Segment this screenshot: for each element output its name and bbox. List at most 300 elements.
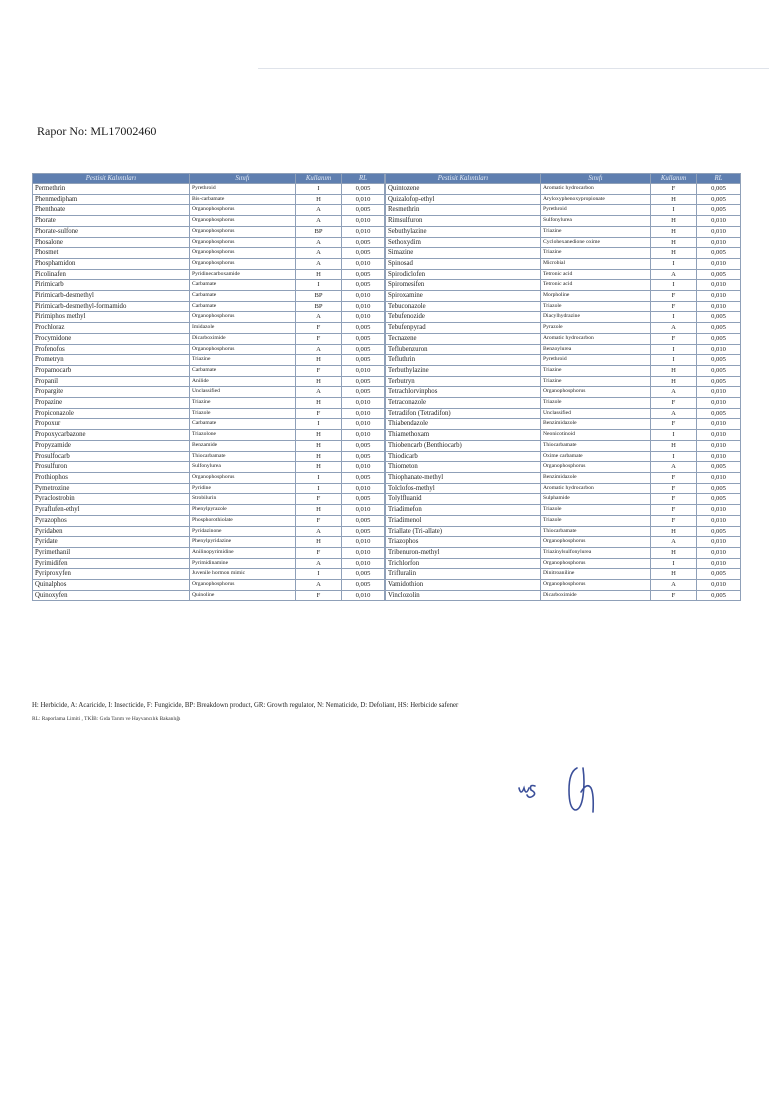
- cell-usage: A: [651, 462, 697, 473]
- cell-pesticide: Thiodicarb: [386, 451, 541, 462]
- cell-rl: 0,005: [342, 387, 385, 398]
- cell-pesticide: Picolinafen: [33, 269, 190, 280]
- cell-class: Triazine: [190, 355, 296, 366]
- cell-usage: A: [296, 237, 342, 248]
- cell-rl: 0,005: [342, 440, 385, 451]
- cell-rl: 0,005: [342, 355, 385, 366]
- top-rule: [258, 68, 769, 69]
- cell-pesticide: Pirimicarb: [33, 280, 190, 291]
- cell-rl: 0,005: [342, 580, 385, 591]
- cell-pesticide: Propanil: [33, 376, 190, 387]
- cell-class: Organophosphorus: [541, 462, 651, 473]
- cell-rl: 0,005: [697, 184, 741, 195]
- cell-rl: 0,005: [342, 569, 385, 580]
- table-row: [33, 430, 385, 441]
- cell-class: Aromatic hydrocarbon: [541, 333, 651, 344]
- cell-rl: 0,005: [697, 323, 741, 334]
- cell-usage: F: [651, 301, 697, 312]
- table-row: [33, 323, 385, 334]
- cell-class: Imidazole: [190, 323, 296, 334]
- cell-rl: 0,010: [342, 226, 385, 237]
- cell-class: Strobilurin: [190, 494, 296, 505]
- cell-usage: A: [651, 408, 697, 419]
- table-row: [386, 387, 741, 398]
- cell-rl: 0,005: [697, 590, 741, 601]
- cell-class: Triazine: [190, 398, 296, 409]
- cell-pesticide: Phenthoate: [33, 205, 190, 216]
- header-usage: Kullanım: [296, 174, 342, 184]
- cell-rl: 0,010: [697, 344, 741, 355]
- cell-rl: 0,005: [342, 515, 385, 526]
- cell-pesticide: Thiometon: [386, 462, 541, 473]
- header-class: Sınıfı: [190, 174, 296, 184]
- cell-class: Triazine: [541, 365, 651, 376]
- cell-usage: A: [296, 205, 342, 216]
- table-row: [33, 376, 385, 387]
- table-row: [386, 376, 741, 387]
- cell-class: Thiocarbamate: [541, 440, 651, 451]
- cell-usage: I: [296, 569, 342, 580]
- cell-usage: H: [296, 355, 342, 366]
- table-row: [33, 365, 385, 376]
- cell-usage: I: [651, 430, 697, 441]
- cell-usage: H: [651, 237, 697, 248]
- cell-usage: H: [651, 365, 697, 376]
- cell-class: Organophosphorus: [190, 472, 296, 483]
- cell-class: Organophosphorus: [541, 537, 651, 548]
- cell-pesticide: Pirimiphos methyl: [33, 312, 190, 323]
- cell-pesticide: Phosalone: [33, 237, 190, 248]
- cell-pesticide: Triadimefon: [386, 505, 541, 516]
- table-row: [386, 312, 741, 323]
- table-row: [386, 355, 741, 366]
- table-row: [386, 237, 741, 248]
- cell-rl: 0,005: [697, 333, 741, 344]
- cell-usage: A: [651, 580, 697, 591]
- table-row: [33, 580, 385, 591]
- table-row: [33, 333, 385, 344]
- cell-pesticide: Pyrimethanil: [33, 547, 190, 558]
- cell-rl: 0,005: [342, 494, 385, 505]
- header-usage: Kullanım: [651, 174, 697, 184]
- cell-pesticide: Triazophos: [386, 537, 541, 548]
- table-row: [33, 280, 385, 291]
- cell-usage: I: [296, 472, 342, 483]
- table-row: [386, 590, 741, 601]
- table-row: [386, 258, 741, 269]
- cell-pesticide: Tebufenpyrad: [386, 323, 541, 334]
- cell-pesticide: Trichlorfon: [386, 558, 541, 569]
- cell-usage: F: [296, 408, 342, 419]
- cell-rl: 0,010: [697, 451, 741, 462]
- cell-pesticide: Pyriproxyfen: [33, 569, 190, 580]
- cell-class: Diacylhydrazine: [541, 312, 651, 323]
- cell-rl: 0,005: [342, 184, 385, 195]
- cell-rl: 0,010: [342, 537, 385, 548]
- table-row: [386, 483, 741, 494]
- cell-rl: 0,010: [342, 547, 385, 558]
- cell-rl: 0,010: [697, 440, 741, 451]
- cell-usage: I: [296, 419, 342, 430]
- table-row: [33, 440, 385, 451]
- cell-class: Pyridine: [190, 483, 296, 494]
- table-row: [386, 205, 741, 216]
- table-row: [386, 398, 741, 409]
- cell-usage: H: [296, 194, 342, 205]
- cell-pesticide: Tribenuron-methyl: [386, 547, 541, 558]
- table-row: [33, 505, 385, 516]
- cell-rl: 0,010: [697, 505, 741, 516]
- cell-class: Phenylpyrazole: [190, 505, 296, 516]
- cell-usage: BP: [296, 226, 342, 237]
- cell-pesticide: Pyridaben: [33, 526, 190, 537]
- cell-rl: 0,005: [697, 462, 741, 473]
- cell-usage: A: [651, 537, 697, 548]
- cell-class: Organophosphorus: [190, 216, 296, 227]
- cell-class: Anilide: [190, 376, 296, 387]
- cell-pesticide: Tecnazene: [386, 333, 541, 344]
- table-row: [33, 291, 385, 302]
- table-row: [33, 355, 385, 366]
- cell-usage: H: [296, 451, 342, 462]
- cell-usage: I: [651, 558, 697, 569]
- pesticide-table-left: [32, 173, 385, 601]
- cell-class: Pyrimidinamine: [190, 558, 296, 569]
- table-row: [33, 248, 385, 259]
- cell-class: Triazinylsulfonylurea: [541, 547, 651, 558]
- cell-pesticide: Pirimicarb-desmethyl: [33, 291, 190, 302]
- cell-usage: I: [651, 355, 697, 366]
- cell-rl: 0,010: [697, 226, 741, 237]
- cell-rl: 0,005: [342, 269, 385, 280]
- cell-usage: H: [296, 430, 342, 441]
- cell-pesticide: Pyrimidifen: [33, 558, 190, 569]
- cell-usage: H: [651, 226, 697, 237]
- table-row: [33, 194, 385, 205]
- cell-rl: 0,010: [697, 419, 741, 430]
- cell-class: Tetronic acid: [541, 280, 651, 291]
- table-row: [386, 537, 741, 548]
- cell-class: Neonicotinoid: [541, 430, 651, 441]
- cell-usage: H: [296, 462, 342, 473]
- cell-pesticide: Terbutryn: [386, 376, 541, 387]
- cell-pesticide: Pyridate: [33, 537, 190, 548]
- cell-rl: 0,010: [697, 237, 741, 248]
- table-row: [33, 494, 385, 505]
- cell-class: Organophosphorus: [190, 248, 296, 259]
- cell-rl: 0,010: [342, 194, 385, 205]
- cell-rl: 0,005: [697, 312, 741, 323]
- cell-class: Organophosphorus: [190, 205, 296, 216]
- cell-class: Bis-carbamate: [190, 194, 296, 205]
- pesticide-table-right: [385, 173, 741, 601]
- table-row: [386, 194, 741, 205]
- table-header-row: [33, 174, 385, 184]
- cell-usage: A: [296, 216, 342, 227]
- table-row: [33, 312, 385, 323]
- table-row: [386, 291, 741, 302]
- cell-usage: A: [296, 312, 342, 323]
- table-row: [386, 280, 741, 291]
- cell-pesticide: Propoxycarbazone: [33, 430, 190, 441]
- cell-pesticide: Prosulfuron: [33, 462, 190, 473]
- table-row: [386, 440, 741, 451]
- table-row: [386, 451, 741, 462]
- cell-usage: H: [651, 216, 697, 227]
- header-pesticide: Pestisit Kalıntıları: [33, 174, 190, 184]
- cell-usage: F: [651, 291, 697, 302]
- table-row: [33, 237, 385, 248]
- table-row: [386, 494, 741, 505]
- table-row: [33, 547, 385, 558]
- cell-usage: F: [296, 333, 342, 344]
- cell-pesticide: Pyrazophos: [33, 515, 190, 526]
- cell-rl: 0,005: [697, 365, 741, 376]
- cell-pesticide: Quinalphos: [33, 580, 190, 591]
- cell-rl: 0,005: [342, 280, 385, 291]
- cell-usage: A: [296, 258, 342, 269]
- cell-usage: F: [651, 333, 697, 344]
- cell-class: Dicarboximide: [541, 590, 651, 601]
- cell-pesticide: Tebufenozide: [386, 312, 541, 323]
- cell-class: Pyrazole: [541, 323, 651, 334]
- table-row: [386, 333, 741, 344]
- cell-usage: H: [651, 569, 697, 580]
- table-row: [386, 505, 741, 516]
- cell-pesticide: Procymidone: [33, 333, 190, 344]
- table-row: [33, 462, 385, 473]
- cell-class: Tetronic acid: [541, 269, 651, 280]
- cell-usage: I: [651, 312, 697, 323]
- cell-class: Unclassified: [190, 387, 296, 398]
- cell-usage: F: [296, 365, 342, 376]
- cell-class: Carbamate: [190, 301, 296, 312]
- cell-class: Benzoylurea: [541, 344, 651, 355]
- table-row: [33, 569, 385, 580]
- cell-usage: H: [651, 440, 697, 451]
- cell-pesticide: Pirimicarb-desmethyl-formamido: [33, 301, 190, 312]
- table-row: [386, 526, 741, 537]
- cell-rl: 0,010: [342, 483, 385, 494]
- cell-rl: 0,010: [697, 547, 741, 558]
- cell-pesticide: Propoxur: [33, 419, 190, 430]
- table-row: [386, 269, 741, 280]
- cell-pesticide: Permethrin: [33, 184, 190, 195]
- cell-usage: F: [651, 515, 697, 526]
- cell-rl: 0,010: [697, 216, 741, 227]
- cell-usage: F: [651, 483, 697, 494]
- cell-usage: BP: [296, 291, 342, 302]
- cell-usage: F: [296, 323, 342, 334]
- cell-rl: 0,005: [342, 451, 385, 462]
- cell-usage: F: [651, 505, 697, 516]
- cell-pesticide: Triadimenol: [386, 515, 541, 526]
- cell-rl: 0,010: [342, 408, 385, 419]
- cell-pesticide: Quintozene: [386, 184, 541, 195]
- cell-usage: A: [296, 387, 342, 398]
- cell-usage: H: [296, 376, 342, 387]
- cell-pesticide: Spinosad: [386, 258, 541, 269]
- cell-usage: H: [296, 537, 342, 548]
- table-row: [33, 226, 385, 237]
- cell-class: Thiocarbamate: [190, 451, 296, 462]
- cell-class: Organophosphorus: [541, 387, 651, 398]
- table-row: [33, 483, 385, 494]
- cell-usage: H: [296, 398, 342, 409]
- cell-pesticide: Tefluthrin: [386, 355, 541, 366]
- table-row: [386, 365, 741, 376]
- table-row: [386, 472, 741, 483]
- cell-rl: 0,005: [342, 472, 385, 483]
- cell-usage: A: [296, 558, 342, 569]
- cell-class: Organophosphorus: [190, 258, 296, 269]
- cell-pesticide: Pyraflufen-ethyl: [33, 505, 190, 516]
- cell-usage: A: [296, 248, 342, 259]
- cell-class: Dicarboximide: [190, 333, 296, 344]
- cell-class: Organophosphorus: [190, 226, 296, 237]
- cell-rl: 0,010: [697, 430, 741, 441]
- cell-usage: A: [296, 580, 342, 591]
- cell-pesticide: Prochloraz: [33, 323, 190, 334]
- cell-usage: F: [651, 398, 697, 409]
- cell-pesticide: Prometryn: [33, 355, 190, 366]
- cell-rl: 0,010: [342, 312, 385, 323]
- cell-class: Microbial: [541, 258, 651, 269]
- cell-rl: 0,005: [697, 194, 741, 205]
- cell-pesticide: Tolclofos-methyl: [386, 483, 541, 494]
- cell-rl: 0,005: [697, 408, 741, 419]
- cell-class: Organophosphorus: [190, 580, 296, 591]
- cell-pesticide: Quizalofop-ethyl: [386, 194, 541, 205]
- table-row: [33, 451, 385, 462]
- cell-usage: BP: [296, 301, 342, 312]
- cell-rl: 0,010: [697, 280, 741, 291]
- header-rl: RL: [342, 174, 385, 184]
- cell-usage: F: [296, 494, 342, 505]
- cell-usage: F: [296, 547, 342, 558]
- cell-class: Unclassified: [541, 408, 651, 419]
- cell-usage: I: [651, 344, 697, 355]
- cell-class: Cyclohexanedione oxime: [541, 237, 651, 248]
- report-number: Rapor No: ML17002460: [37, 124, 157, 138]
- header-rl: RL: [697, 174, 741, 184]
- cell-usage: H: [651, 248, 697, 259]
- table-row: [386, 323, 741, 334]
- cell-pesticide: Propyzamide: [33, 440, 190, 451]
- cell-rl: 0,010: [697, 515, 741, 526]
- cell-pesticide: Spirodiclofen: [386, 269, 541, 280]
- cell-rl: 0,010: [697, 558, 741, 569]
- cell-usage: I: [651, 280, 697, 291]
- cell-class: Carbamate: [190, 291, 296, 302]
- cell-rl: 0,010: [342, 505, 385, 516]
- cell-pesticide: Sebuthylazine: [386, 226, 541, 237]
- table-row: [33, 269, 385, 280]
- cell-pesticide: Tetradifon (Tetradifon): [386, 408, 541, 419]
- cell-class: Pyridinecarboxamide: [190, 269, 296, 280]
- table-row: [33, 301, 385, 312]
- cell-class: Benzamide: [190, 440, 296, 451]
- table-row: [386, 430, 741, 441]
- cell-pesticide: Phosmet: [33, 248, 190, 259]
- cell-pesticide: Vamidothion: [386, 580, 541, 591]
- table-row: [33, 408, 385, 419]
- cell-rl: 0,005: [342, 237, 385, 248]
- table-row: [33, 258, 385, 269]
- cell-class: Triazole: [190, 408, 296, 419]
- table-row: [386, 462, 741, 473]
- cell-usage: F: [651, 184, 697, 195]
- cell-pesticide: Thiophanate-methyl: [386, 472, 541, 483]
- cell-class: Pyrethroid: [190, 184, 296, 195]
- cell-rl: 0,010: [342, 462, 385, 473]
- table-row: [386, 569, 741, 580]
- cell-usage: H: [296, 440, 342, 451]
- cell-rl: 0,010: [697, 472, 741, 483]
- table-row: [386, 419, 741, 430]
- table-row: [33, 590, 385, 601]
- table-row: [33, 419, 385, 430]
- cell-usage: H: [296, 269, 342, 280]
- cell-rl: 0,005: [342, 248, 385, 259]
- cell-class: Phosphorothiolate: [190, 515, 296, 526]
- cell-class: Triazine: [541, 226, 651, 237]
- cell-class: Triazole: [541, 301, 651, 312]
- cell-class: Dinitroaniline: [541, 569, 651, 580]
- cell-rl: 0,010: [342, 590, 385, 601]
- cell-rl: 0,005: [697, 483, 741, 494]
- cell-rl: 0,005: [697, 569, 741, 580]
- table-row: [386, 226, 741, 237]
- cell-rl: 0,005: [342, 333, 385, 344]
- cell-pesticide: Pymetrozine: [33, 483, 190, 494]
- cell-rl: 0,005: [342, 526, 385, 537]
- cell-rl: 0,010: [342, 430, 385, 441]
- header-pesticide: Pestisit Kalıntıları: [386, 174, 541, 184]
- cell-pesticide: Trifluralin: [386, 569, 541, 580]
- cell-rl: 0,005: [697, 355, 741, 366]
- cell-usage: I: [296, 184, 342, 195]
- cell-class: Phenylpyridazine: [190, 537, 296, 548]
- cell-pesticide: Propargite: [33, 387, 190, 398]
- cell-pesticide: Thiabendazole: [386, 419, 541, 430]
- cell-pesticide: Phorate: [33, 216, 190, 227]
- cell-class: Pyrethroid: [541, 355, 651, 366]
- table-row: [33, 216, 385, 227]
- table-row: [386, 580, 741, 591]
- cell-usage: F: [651, 494, 697, 505]
- cell-usage: A: [651, 269, 697, 280]
- cell-class: Sulphamide: [541, 494, 651, 505]
- cell-rl: 0,010: [697, 398, 741, 409]
- table-row: [386, 216, 741, 227]
- cell-class: Pyridazinone: [190, 526, 296, 537]
- table-row: [386, 344, 741, 355]
- cell-class: Triazole: [541, 505, 651, 516]
- table-header-row: [386, 174, 741, 184]
- cell-rl: 0,010: [342, 558, 385, 569]
- cell-class: Aromatic hydrocarbon: [541, 483, 651, 494]
- cell-pesticide: Thiamethoxam: [386, 430, 541, 441]
- cell-usage: H: [651, 376, 697, 387]
- cell-class: Anilinopyrimidine: [190, 547, 296, 558]
- cell-usage: F: [651, 590, 697, 601]
- cell-rl: 0,005: [697, 269, 741, 280]
- cell-usage: F: [296, 515, 342, 526]
- cell-class: Triazine: [541, 376, 651, 387]
- cell-pesticide: Thiobencarb (Benthiocarb): [386, 440, 541, 451]
- cell-class: Carbamate: [190, 280, 296, 291]
